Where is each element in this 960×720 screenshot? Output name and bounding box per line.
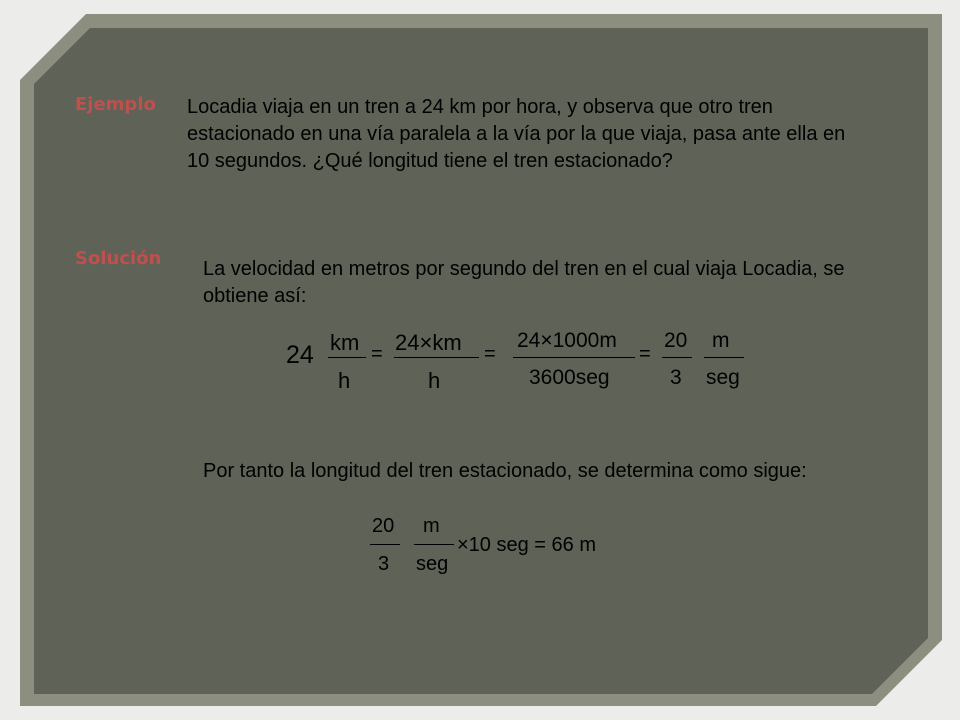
equation-tail: ×10 seg = 66 m (457, 534, 596, 556)
solution-intro: La velocidad en metros por segundo del tren en el cual viaja Locadia, se obtiene así: (203, 258, 845, 307)
fraction-denominator: seg (416, 553, 449, 575)
fraction-bar (704, 357, 744, 358)
fraction-denominator: 3 (670, 366, 682, 389)
equals-sign: = (639, 343, 651, 365)
fraction-bar (662, 357, 692, 358)
solution-label: Solución (75, 248, 162, 269)
equals-sign: = (484, 343, 496, 365)
fraction-numerator: m (423, 515, 440, 537)
fraction-bar (414, 544, 454, 545)
equals-sign: = (371, 343, 383, 365)
fraction-numerator: 24×1000m (517, 329, 617, 352)
fraction-bar (328, 357, 366, 358)
equation-lead-value: 24 (286, 341, 314, 369)
solution-conclusion: Por tanto la longitud del tren estacionado, se determina como sigue: (203, 460, 807, 482)
fraction-denominator: 3600seg (529, 366, 610, 389)
example-text: Locadia viaja en un tren a 24 km por hora, y observa que otro tren estacionado en una vía paralela a la vía por la que viaja, pasa ante ella en 10 segundos. ¿Qué longitud tiene el tren estacionado? (187, 96, 846, 172)
fraction-numerator: 24×km (395, 330, 462, 355)
fraction-denominator: 3 (378, 553, 390, 575)
fraction-bar (370, 544, 400, 545)
fraction-denominator: h (428, 368, 441, 393)
fraction-numerator: 20 (664, 329, 688, 352)
fraction-denominator: seg (706, 366, 740, 389)
fraction-bar (513, 357, 635, 358)
fraction-numerator: km (330, 330, 360, 355)
fraction-bar (394, 357, 479, 358)
fraction-numerator: m (712, 329, 730, 352)
example-label: Ejemplo (75, 94, 156, 115)
fraction-numerator: 20 (372, 515, 395, 537)
fraction-denominator: h (338, 368, 351, 393)
